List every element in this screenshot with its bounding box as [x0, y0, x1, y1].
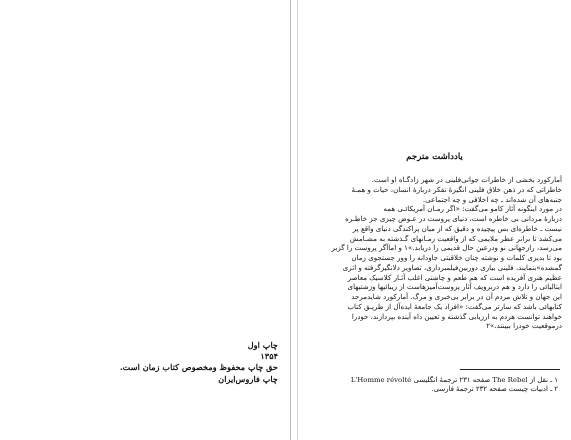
- footnote-2: ۲ ـ ادبیات چیست صفحه ۲۳۲ ترجمهٔ فارسی.: [431, 385, 558, 393]
- footnote-divider: [460, 369, 560, 370]
- body-line: این جهان و تلاش مردم آن در برابر بی‌خبری و مرگ. آمارکورد شایدمرحد: [351, 292, 562, 301]
- body-line: می‌کشد تا برانر عطر ملایمی که از واقعیت زمـانهای گـذشته به مشـامش: [349, 233, 562, 243]
- body-line: عظیم هنری آفریده است که هم طعم و چاشنی اغلب آثـار کلاسیک معاصر: [347, 272, 562, 282]
- body-line: آمارکورد بخشی از خاطرات جوانی‌فلینی در شهر زادگـاه او است.: [371, 175, 562, 184]
- body-line: بود تا بدیری کلمات و نوشته چنان خلاقیتی جاودانه را وور جستجوی زمان: [351, 253, 562, 262]
- edition-line: چاپ اول: [247, 340, 278, 350]
- body-line: نیست ـ خاطره‌ای بس پیچیده و دقیق که از میان پراکندگی دنیای واقع پر: [352, 223, 562, 233]
- body-line: درموقعیت خودرا ببینند.»۲: [486, 321, 562, 331]
- body-line: کتابهائی باشد که سارتر می‌گفت: «افراد یک جامعهٔ ایده‌آل از طریـق کتاب: [347, 301, 562, 311]
- body-line: جنبه‌های آن شده‌اند ـ چه اخلاقی و چه اجتماعی.: [422, 194, 562, 204]
- body-line: ایتالیائی را دارد و هم دربرویف آثار پروست‌آمیزهاست از زیبائیها وزشتیهای: [347, 282, 562, 292]
- year-line: ۱۳۵۴: [260, 351, 278, 362]
- body-line: دربارهٔ مردانی بی خاطره است، دنیای پروست در عـوض چیزی جز خاطـره: [345, 214, 562, 223]
- body-paragraph: [312, 175, 562, 331]
- copyright-line: حق چاپ محفوظ ومخصوص کتاب زمان است.: [119, 362, 278, 373]
- body-line: خواهند توانست هردم به ارزیابی گذشته و تعیین داه آینده بپردازند، خودرا: [351, 311, 562, 321]
- footnote-1: ۱ ـ نقل از The Rebel صفحه ۲۳۱ ترجمهٔ انگلیسی L'Homme révolté: [350, 376, 558, 384]
- body-line: گمشده»بنمایند، فلینی بیاری دوربین‌فیلمبرداری، تصاویر دلانگیزگرفته و اثری: [342, 262, 562, 272]
- colophon: [118, 340, 278, 385]
- body-line: می‌رسد، رازجهانی نو ودرعین حال قدیمی را دریابد.»۱ و اماآگر پروست را گزیر: [331, 243, 562, 253]
- page-edge-left: [290, 0, 291, 440]
- body-line: خاطراتی که در ذهن خلاق فلینی انگیزهٔ تفکر دربارهٔ انسان، حیات و همـهٔ: [351, 184, 562, 194]
- section-heading: یادداشت مترجم: [406, 152, 463, 162]
- printer-line: چاپ فاروس‌ایران: [218, 373, 278, 384]
- right-page: [298, 0, 571, 440]
- body-line: در مورد اینگونه آثار کامو می‌گفت: «اگر رمـان آمریکائـی همه: [383, 204, 562, 214]
- footnotes: [312, 376, 558, 394]
